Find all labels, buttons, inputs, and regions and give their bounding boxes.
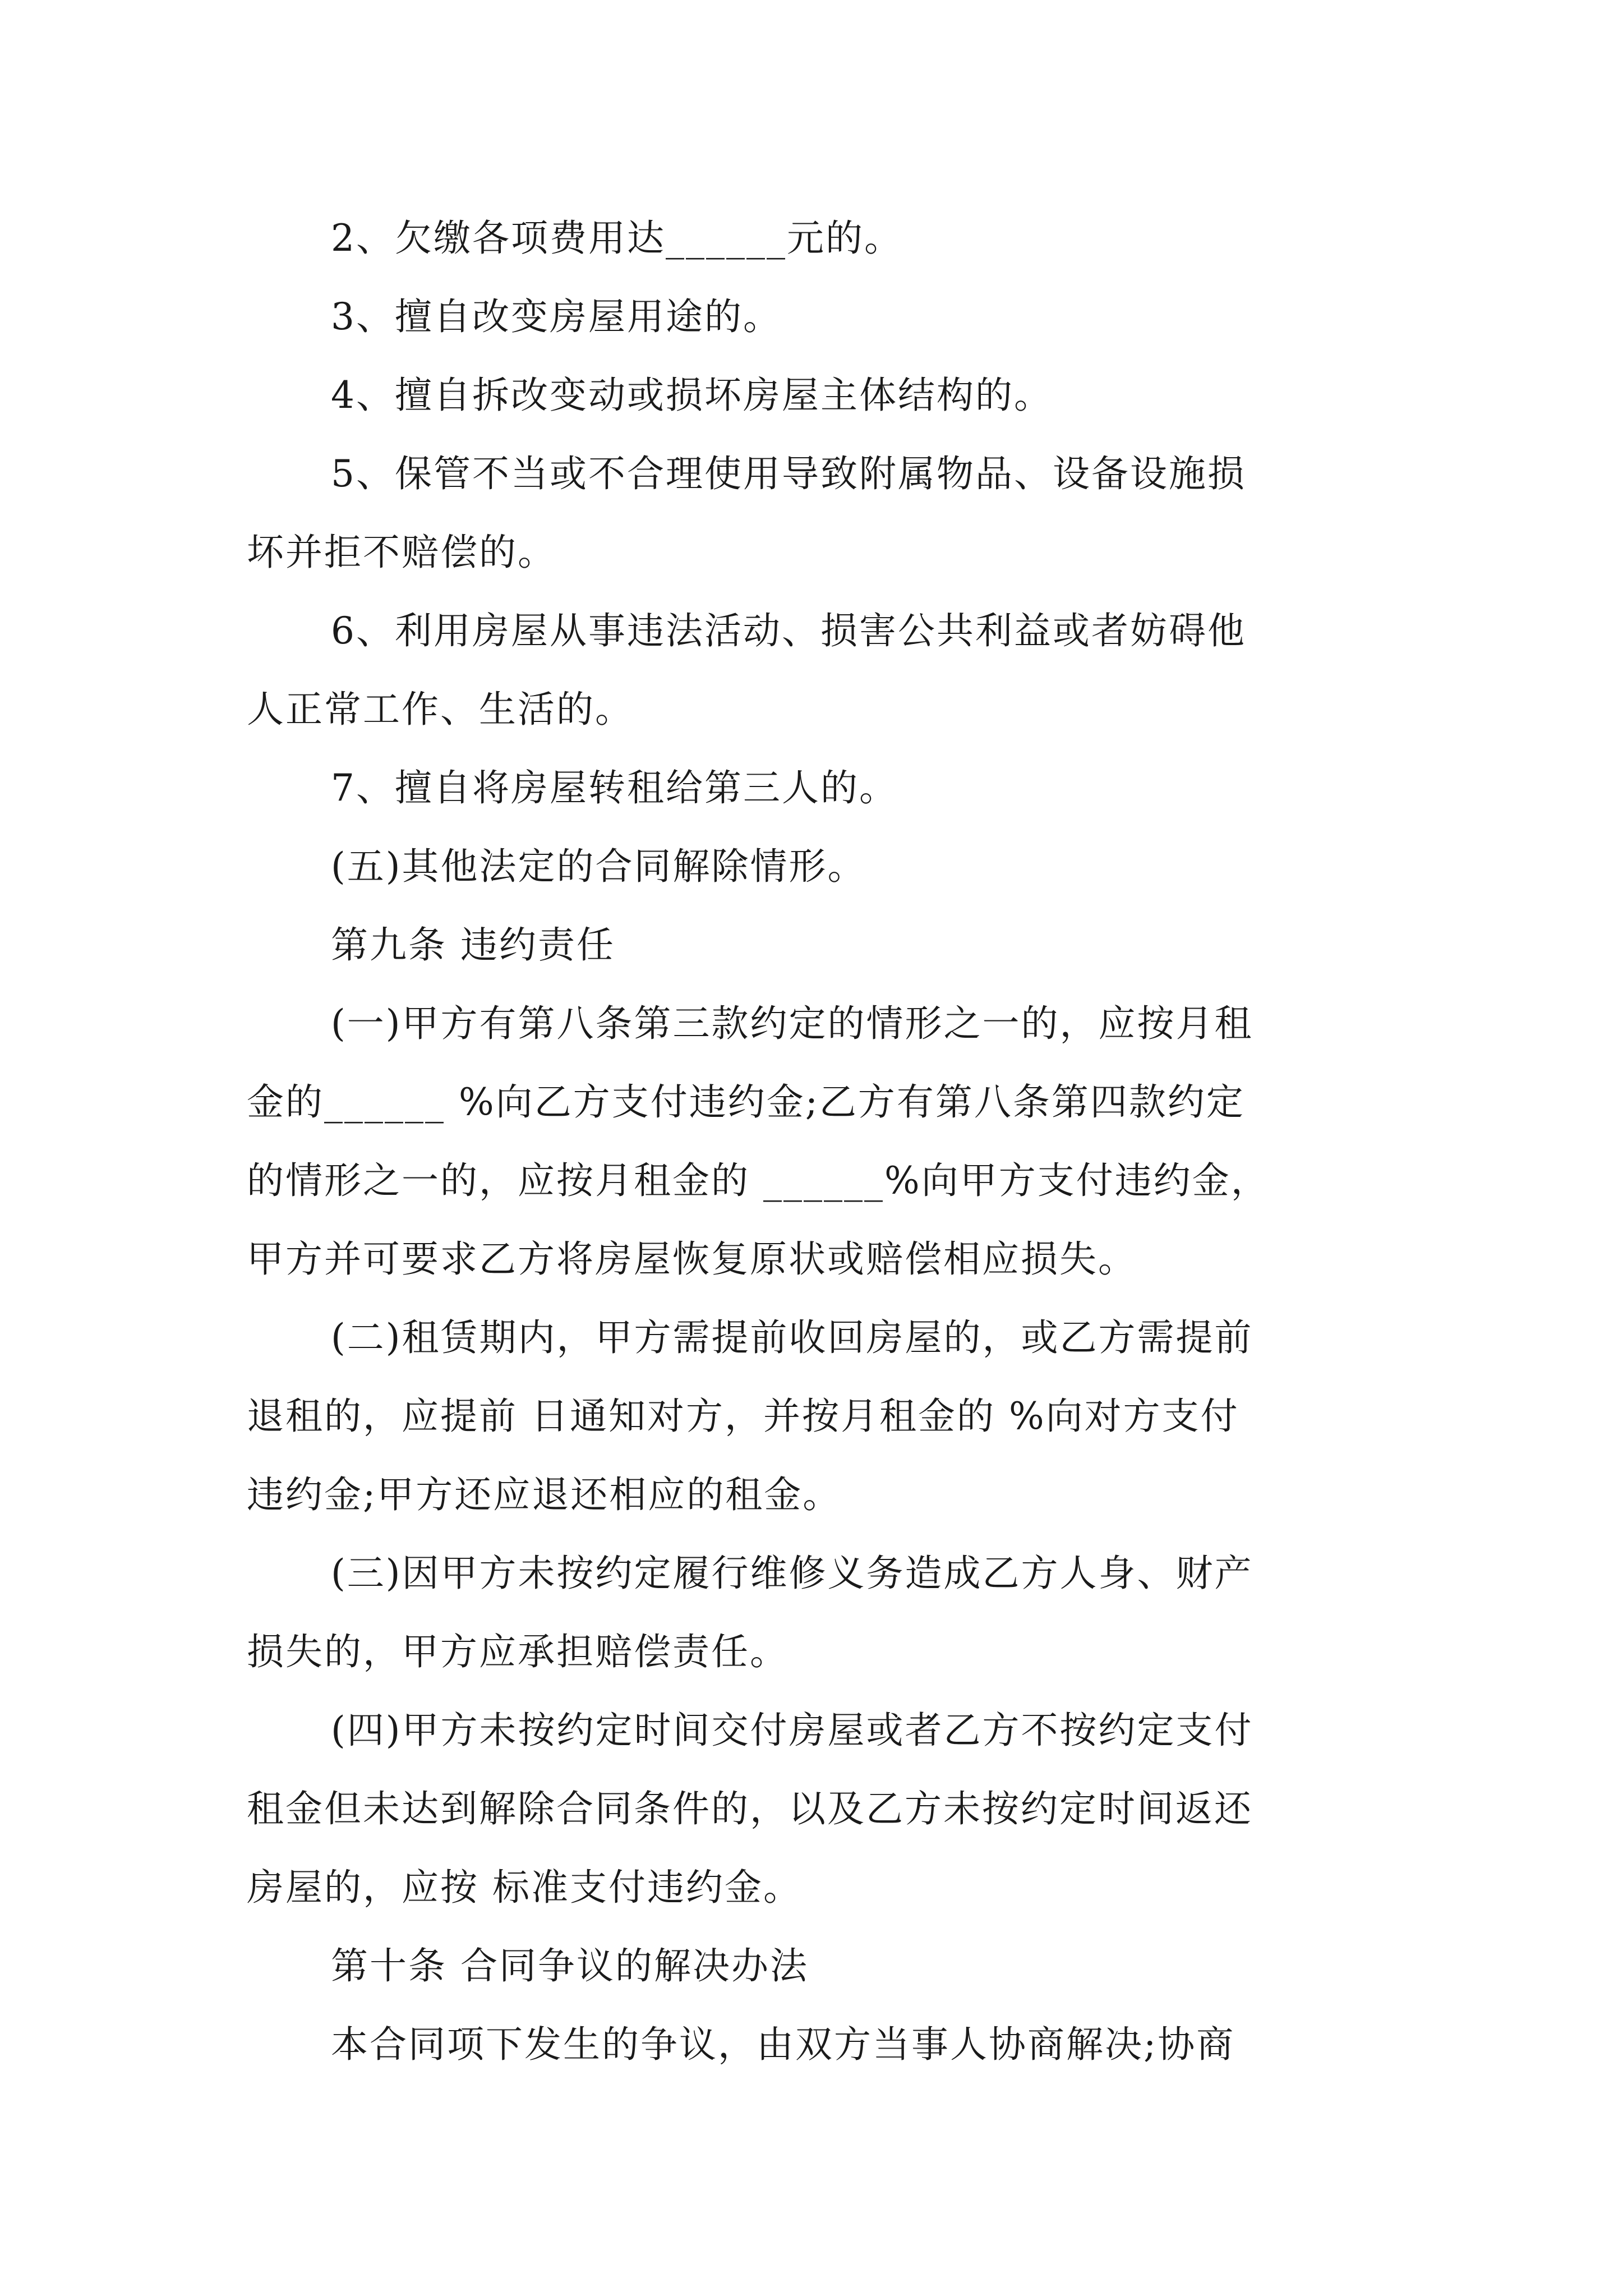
text-line-15: (二)租赁期内，甲方需提前收回房屋的，或乙方需提前 bbox=[331, 1316, 1253, 1359]
text-line-18: (三)因甲方未按约定履行维修义务造成乙方人身、财产 bbox=[331, 1552, 1253, 1595]
text-line-16: 退租的，应提前 日通知对方，并按月租金的 %向对方支付 bbox=[247, 1395, 1239, 1438]
section-heading-10: 第十条 合同争议的解决办法 bbox=[331, 1944, 809, 1987]
text-line-5: 坏并拒不赔偿的。 bbox=[247, 531, 556, 574]
text-line-14: 甲方并可要求乙方将房屋恢复原状或赔偿相应损失。 bbox=[247, 1237, 1137, 1281]
text-line-7: 人正常工作、生活的。 bbox=[247, 688, 634, 731]
text-line-2: 3、擅自改变房屋用途的。 bbox=[331, 295, 782, 338]
text-line-21: 租金但未达到解除合同条件的，以及乙方未按约定时间返还 bbox=[247, 1787, 1253, 1830]
text-line-17: 违约金;甲方还应退还相应的租金。 bbox=[247, 1473, 842, 1516]
text-line-9: (五)其他法定的合同解除情形。 bbox=[331, 845, 866, 888]
text-line-20: (四)甲方未按约定时间交付房屋或者乙方不按约定支付 bbox=[331, 1709, 1253, 1752]
text-line-24: 本合同项下发生的争议，由双方当事人协商解决;协商 bbox=[331, 2023, 1235, 2066]
text-line-11: (一)甲方有第八条第三款约定的情形之一的，应按月租 bbox=[331, 1002, 1253, 1045]
text-line-22: 房屋的，应按 标准支付违约金。 bbox=[247, 1866, 802, 1909]
text-line-4: 5、保管不当或不合理使用导致附属物品、设备设施损 bbox=[331, 452, 1246, 495]
text-line-13: 的情形之一的，应按月租金的 ______%向甲方支付违约金， bbox=[247, 1159, 1270, 1202]
text-line-19: 损失的，甲方应承担赔偿责任。 bbox=[247, 1630, 789, 1673]
section-heading-9: 第九条 违约责任 bbox=[331, 923, 615, 967]
text-line-12: 金的______ %向乙方支付违约金;乙方有第八条第四款约定 bbox=[247, 1080, 1245, 1124]
text-line-3: 4、擅自拆改变动或损坏房屋主体结构的。 bbox=[331, 374, 1053, 417]
text-line-6: 6、利用房屋从事违法活动、损害公共利益或者妨碍他 bbox=[331, 609, 1246, 652]
text-line-8: 7、擅自将房屋转租给第三人的。 bbox=[331, 766, 898, 809]
text-line-1: 2、欠缴各项费用达______元的。 bbox=[331, 217, 903, 260]
